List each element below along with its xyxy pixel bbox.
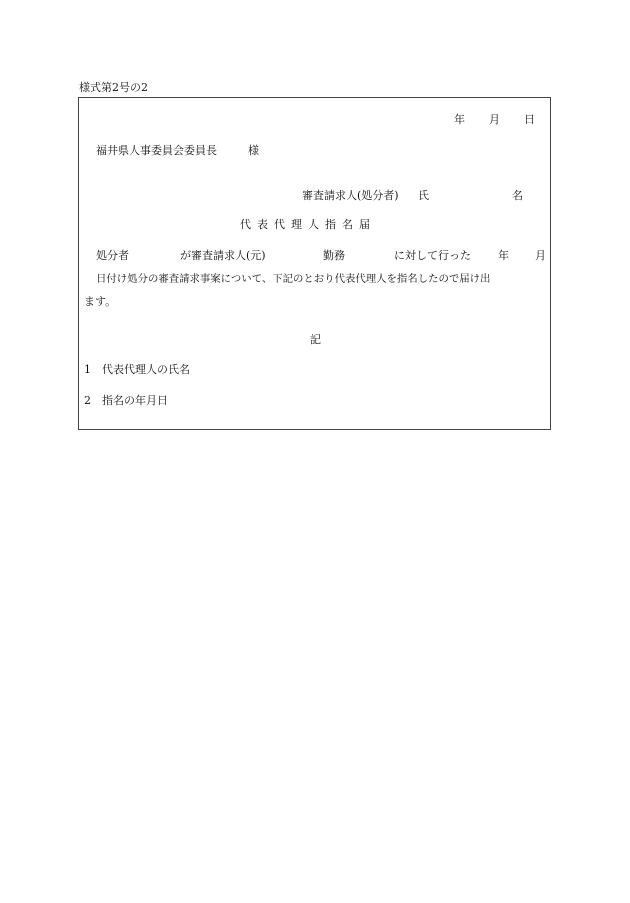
body-w4: に対して行った xyxy=(394,249,471,262)
body-w5: 年 xyxy=(498,249,509,262)
item-number: 1 xyxy=(84,363,91,376)
form-title: 代表代理人指名届 xyxy=(240,218,376,231)
item-number: 2 xyxy=(84,394,91,407)
date-month: 月 xyxy=(489,113,500,126)
date-year: 年 xyxy=(454,113,465,126)
body-line-2: 日付け処分の審査請求事案について、下記のとおり代表代理人を指名したので届け出 xyxy=(96,273,491,285)
date-day: 日 xyxy=(524,113,535,126)
requester-name-family: 氏 xyxy=(418,189,429,202)
addressee: 福井県人事委員会委員長 xyxy=(96,144,217,157)
form-number: 様式第2号の2 xyxy=(79,81,148,94)
body-w3: 勤務 xyxy=(323,249,345,262)
honorific: 様 xyxy=(248,144,259,157)
item-text: 指名の年月日 xyxy=(102,394,168,407)
item-text: 代表代理人の氏名 xyxy=(102,363,190,376)
requester-name-given: 名 xyxy=(512,189,523,202)
body-w6: 月 xyxy=(535,249,546,262)
body-line-3: ます。 xyxy=(84,295,117,308)
ki-heading: 記 xyxy=(310,333,321,346)
body-w1: 処分者 xyxy=(96,249,129,262)
requester-label: 審査請求人(処分者) xyxy=(302,189,399,202)
body-w2: が審査請求人(元) xyxy=(180,249,266,262)
